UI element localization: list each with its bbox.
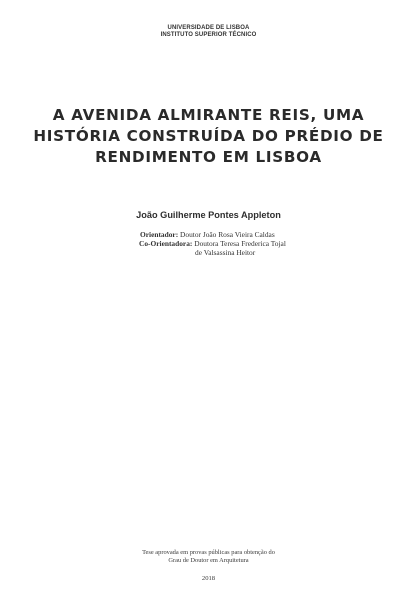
approval-statement-line-1: Tese aprovada em provas públicas para obtenção do xyxy=(142,549,275,556)
thesis-title-line-1: A AVENIDA ALMIRANTE REIS, UMA xyxy=(52,106,365,124)
coadvisor-name: Doutora Teresa Frederica Tojal xyxy=(194,239,286,248)
approval-statement-line-2: Grau de Doutor em Arquitetura xyxy=(168,557,249,564)
university-name: UNIVERSIDADE DE LISBOA xyxy=(167,25,250,31)
author-name: João Guilherme Pontes Appleton xyxy=(136,210,281,220)
advisor-line xyxy=(140,230,275,239)
thesis-title-line-2: HISTÓRIA CONSTRUÍDA DO PRÉDIO DE xyxy=(33,127,384,145)
institute-name: INSTITUTO SUPERIOR TÉCNICO xyxy=(160,32,257,38)
publication-year: 2018 xyxy=(201,575,216,582)
coadvisor-line xyxy=(139,239,286,248)
coadvisor-name-continued: de Valsassina Heitor xyxy=(195,248,256,257)
advisor-label: Orientador: xyxy=(140,230,179,239)
thesis-title-line-3: RENDIMENTO EM LISBOA xyxy=(95,148,322,166)
advisor-name: Doutor João Rosa Vieira Caldas xyxy=(180,230,275,239)
coadvisor-label: Co-Orientadora: xyxy=(139,239,193,248)
